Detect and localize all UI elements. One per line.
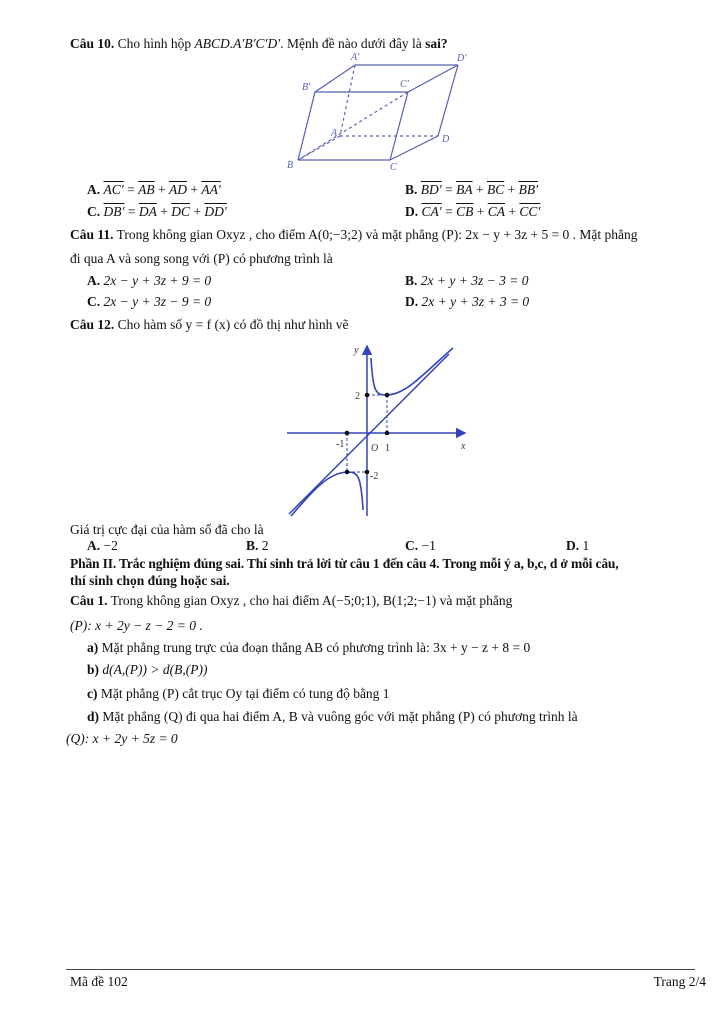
q10-option-b: B. $BD' = \overline{BA} + \overline{BC} + BB'$ [405, 182, 539, 197]
part2-heading-line2: thí sinh chọn đúng hoặc sai. [70, 573, 230, 588]
vertex-label: B′ [302, 82, 311, 93]
vertex-label: D [442, 134, 450, 145]
vertex-label: B [287, 160, 294, 171]
q12-option-a: A. −2 [87, 538, 118, 553]
q10-option-d: D. $CA' = \overline{CB} + \overline{CA} + CC'$ [405, 204, 541, 219]
statement-d: d) Mặt phẳng (Q) đi qua hai điểm A, B và vuông góc với mặt phẳng (P) có phương trình là [87, 709, 578, 724]
q10-option-c: C. $DB' = \overline{DA} + \overline{DC} + DD'$ [87, 204, 227, 219]
part2-q1-stem: Câu 1. Trong không gian Oxyz , cho hai điểm A(−5;0;1), B(1;2;−1) và mặt phẳng [70, 593, 513, 608]
footer-page-number: Trang 2/4 [653, 974, 706, 989]
parallelepiped-figure [280, 50, 480, 175]
footer-exam-code: Mã đề 102 [70, 974, 128, 989]
q12-option-d: D. 1 [566, 538, 590, 553]
vertex-label: D′ [457, 53, 467, 64]
x-axis-label: x [461, 441, 466, 452]
q11-stem: Câu 11. Trong không gian Oxyz , cho điểm A(0;−3;2) và mặt phẳng (P): 2x − y + 3z + 5 = 0 . Mặt phẳng [70, 227, 638, 242]
function-graph [283, 338, 473, 520]
statement-b: b) d(A,(P)) > d(B,(P)) [87, 662, 208, 677]
part2-q1-plane: (P): x + 2y − z − 2 = 0 . [70, 618, 203, 633]
q12-option-b: B. 2 [246, 538, 269, 553]
q11-option-d: D. 2x + y + 3z + 3 = 0 [405, 294, 530, 309]
footer-divider [66, 969, 695, 970]
statement-c: c) Mặt phẳng (P) cắt trục Oy tại điểm có tung độ bằng 1 [87, 686, 390, 701]
q11-option-c: C. 2x − y + 3z − 9 = 0 [87, 294, 212, 309]
vertex-label: A [331, 128, 338, 139]
origin-label: O [371, 443, 379, 454]
q10-option-a: A. $AC' = \overline{AB} + \overline{AD} + AA'$ [87, 182, 221, 197]
vertex-label: C [390, 162, 397, 173]
vertex-label: A′ [351, 52, 360, 63]
part2-heading: Phần II. Trắc nghiệm đúng sai. Thí sinh trả lời từ câu 1 đến câu 4. Trong mỗi ý a, b,c, d ở mỗi câu, [70, 556, 619, 571]
q12-option-c: C. −1 [405, 538, 436, 553]
q12-stem: Câu 12. Cho hàm số y = f (x) có đồ thị như hình vẽ [70, 317, 349, 332]
y-axis-label: y [354, 345, 359, 356]
statement-d-equation: (Q): x + 2y + 5z = 0 [66, 731, 178, 746]
vertex-label: C′ [400, 79, 409, 90]
statement-a: a) Mặt phẳng trung trực của đoạn thẳng AB có phương trình là: 3x + y − z + 8 = 0 [87, 640, 531, 655]
q11-option-b: B. 2x + y + 3z − 3 = 0 [405, 273, 529, 288]
tick-label: -1 [336, 439, 345, 450]
q10-stem: Câu 10. Cho hình hộp ABCD.A′B′C′D′. Mệnh đề nào dưới đây là sai? [70, 36, 448, 51]
q11-stem-line2: đi qua A và song song với (P) có phương trình là [70, 251, 333, 266]
q12-question: Giá trị cực đại của hàm số đã cho là [70, 522, 264, 537]
tick-label: 1 [385, 443, 390, 454]
tick-label: 2 [355, 391, 360, 402]
tick-label: -2 [370, 471, 379, 482]
q11-option-a: A. 2x − y + 3z + 9 = 0 [87, 273, 212, 288]
